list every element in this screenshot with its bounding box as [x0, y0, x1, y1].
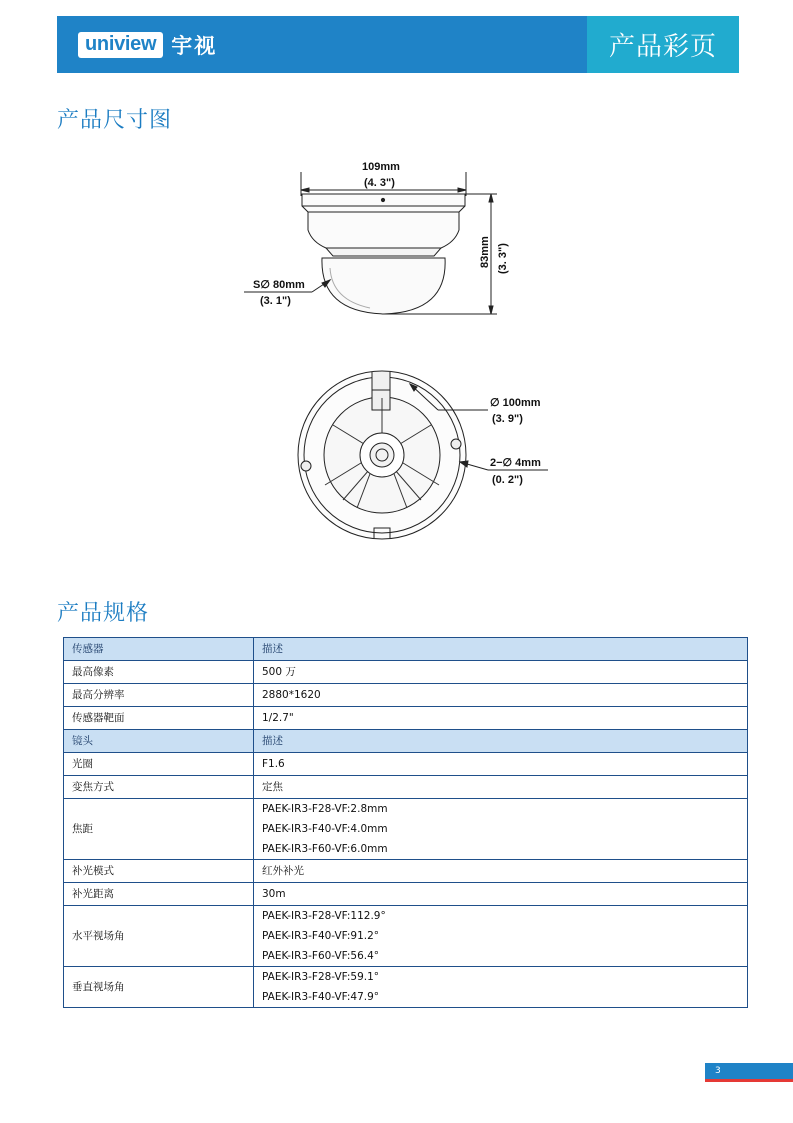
- page-category: 产品彩页: [587, 16, 739, 73]
- spec-value-cell: 描述: [254, 730, 748, 753]
- spec-name-cell: 变焦方式: [64, 776, 254, 799]
- table-row: [64, 906, 748, 967]
- side-view-drawing: [244, 172, 497, 314]
- dimension-section-title: 产品尺寸图: [57, 108, 173, 133]
- logo-wordmark: uniview: [78, 32, 163, 58]
- spec-value-cell: 定焦: [254, 776, 748, 799]
- diameter-mm-label: ∅ 100mm: [490, 397, 541, 409]
- spec-name-cell: 镜头: [64, 730, 254, 753]
- spec-value-cell: 500 万: [254, 661, 748, 684]
- spec-value-cell: [254, 967, 748, 1008]
- spec-value-cell: [254, 799, 748, 860]
- table-row: [64, 799, 748, 860]
- spec-value-line: PAEK-IR3-F28-VF:59.1°: [262, 971, 380, 983]
- table-row: [64, 967, 748, 1008]
- spec-value-cell: 红外补光: [254, 860, 748, 883]
- spec-table: [63, 637, 748, 1008]
- spec-value-cell: F1.6: [254, 753, 748, 776]
- spec-name-cell: 水平视场角: [64, 906, 254, 967]
- height-in-label: (3. 3"): [497, 243, 509, 274]
- table-row: [64, 684, 748, 707]
- table-row: [64, 707, 748, 730]
- spec-value-line: PAEK-IR3-F40-VF:4.0mm: [262, 823, 388, 835]
- spec-value-cell: [254, 906, 748, 967]
- spec-value-line: PAEK-IR3-F40-VF:47.9°: [262, 991, 380, 1003]
- diameter-in-label: (3. 9"): [492, 413, 523, 425]
- bottom-view-drawing: [298, 371, 548, 539]
- spec-value-line: PAEK-IR3-F40-VF:91.2°: [262, 930, 380, 942]
- logo-chinese-name: 宇视: [171, 33, 218, 58]
- dome-diameter-in-label: (3. 1"): [260, 295, 291, 307]
- spec-value-line: PAEK-IR3-F28-VF:112.9°: [262, 910, 386, 922]
- table-row: [64, 883, 748, 906]
- table-row: [64, 860, 748, 883]
- spec-name-cell: 传感器: [64, 638, 254, 661]
- spec-value-cell: 1/2.7": [254, 707, 748, 730]
- spec-name-cell: 补光距离: [64, 883, 254, 906]
- spec-name-cell: 最高分辨率: [64, 684, 254, 707]
- spec-name-cell: 传感器靶面: [64, 707, 254, 730]
- spec-value-cell: 2880*1620: [254, 684, 748, 707]
- table-row: [64, 753, 748, 776]
- width-mm-label: 109mm: [362, 161, 400, 173]
- spec-name-cell: 垂直视场角: [64, 967, 254, 1008]
- header-brand-area: [57, 16, 587, 73]
- spec-value-line: PAEK-IR3-F60-VF:56.4°: [262, 950, 380, 962]
- mount-hole-label: 2−∅ 4mm: [490, 457, 541, 469]
- brand-logo: [78, 30, 217, 60]
- spec-value-line: PAEK-IR3-F60-VF:6.0mm: [262, 843, 388, 855]
- spec-name-cell: 光圈: [64, 753, 254, 776]
- mount-hole-in-label: (0. 2"): [492, 474, 523, 486]
- table-header-row: [64, 638, 748, 661]
- page-number: 3: [705, 1063, 793, 1082]
- spec-value-cell: 30m: [254, 883, 748, 906]
- spec-value-cell: 描述: [254, 638, 748, 661]
- dome-diameter-label: S∅ 80mm: [253, 279, 305, 291]
- spec-name-cell: 最高像素: [64, 661, 254, 684]
- table-row: [64, 776, 748, 799]
- width-in-label: (4. 3"): [364, 177, 395, 189]
- table-header-row: [64, 730, 748, 753]
- spec-value-line: PAEK-IR3-F28-VF:2.8mm: [262, 803, 388, 815]
- spec-section-title: 产品规格: [57, 601, 150, 626]
- header-bar: [57, 16, 739, 73]
- height-mm-label: 83mm: [479, 236, 491, 268]
- spec-name-cell: 补光模式: [64, 860, 254, 883]
- table-row: [64, 661, 748, 684]
- spec-name-cell: 焦距: [64, 799, 254, 860]
